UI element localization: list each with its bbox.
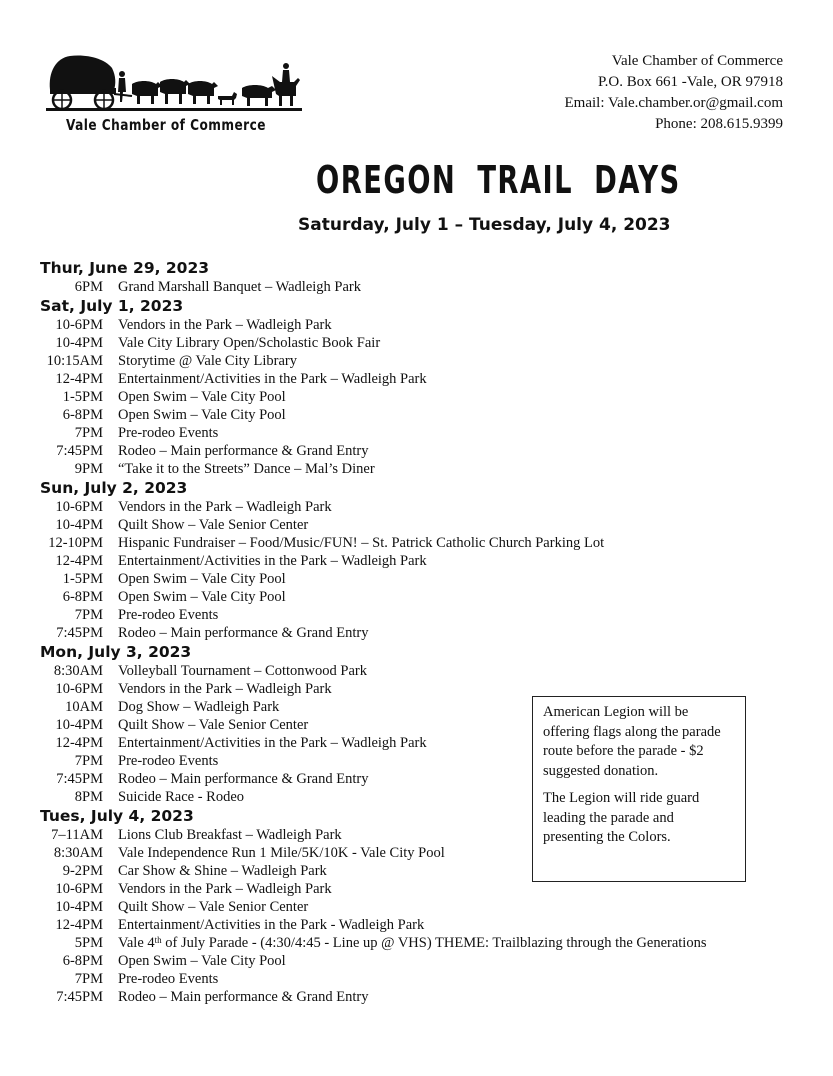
- contact-address: P.O. Box 661 -Vale, OR 97918: [597, 74, 783, 90]
- event-description: Vale Independence Run 1 Mile/5K/10K - Vale City Pool: [118, 845, 445, 861]
- event-description: Storytime @ Vale City Library: [118, 353, 298, 369]
- event-time: 8:30AM: [53, 845, 103, 861]
- american-legion-notice: [532, 696, 746, 882]
- event-description: Vale City Library Open/Scholastic Book Fair: [118, 335, 381, 351]
- event-description: Entertainment/Activities in the Park – Wadleigh Park: [118, 371, 427, 387]
- event-row: [40, 352, 780, 370]
- event-description-part: of July Parade - (4:30/4:45 - Line up @ VHS) THEME: Trailblazing through the Generations: [161, 935, 707, 951]
- event-row: [40, 606, 780, 624]
- day-heading: Thur, June 29, 2023: [40, 259, 210, 277]
- event-row: [40, 970, 780, 988]
- event-time: 10:15AM: [46, 353, 103, 369]
- day-heading: Sun, July 2, 2023: [40, 479, 188, 497]
- contact-block: [565, 51, 783, 135]
- event-time: 12-10PM: [48, 535, 103, 551]
- event-description: Open Swim – Vale City Pool: [118, 571, 286, 587]
- event-row: [40, 916, 780, 934]
- event-description: Rodeo – Main performance & Grand Entry: [118, 625, 369, 641]
- event-row: [40, 880, 780, 898]
- event-description-part: Vale 4: [118, 935, 155, 951]
- event-time: 1-5PM: [62, 571, 103, 587]
- event-description: Quilt Show – Vale Senior Center: [118, 899, 309, 915]
- event-description: Pre-rodeo Events: [118, 971, 219, 987]
- notice-paragraph: American Legion will be offering flags along the parade route before the parade - $2 suggested donation.: [543, 704, 721, 779]
- event-time: 8PM: [74, 789, 103, 805]
- event-row: [40, 934, 780, 952]
- event-row: [40, 498, 780, 516]
- event-description: Rodeo – Main performance & Grand Entry: [118, 989, 369, 1005]
- event-description: Entertainment/Activities in the Park – Wadleigh Park: [118, 735, 427, 751]
- day-heading: Sat, July 1, 2023: [40, 297, 184, 315]
- event-time: 6-8PM: [62, 589, 103, 605]
- event-time: 10-6PM: [55, 499, 103, 515]
- event-time: 6-8PM: [62, 953, 103, 969]
- event-description: Open Swim – Vale City Pool: [118, 953, 286, 969]
- event-description: Rodeo – Main performance & Grand Entry: [118, 771, 369, 787]
- event-description: Open Swim – Vale City Pool: [118, 389, 286, 405]
- chamber-logo: [46, 52, 302, 136]
- event-description: Pre-rodeo Events: [118, 753, 219, 769]
- event-row: [40, 516, 780, 534]
- event-row: [40, 570, 780, 588]
- logo-text: Vale Chamber of Commerce: [66, 116, 266, 134]
- event-time: 7:45PM: [56, 625, 103, 641]
- event-description: Quilt Show – Vale Senior Center: [118, 717, 309, 733]
- contact-phone: Phone: 208.615.9399: [655, 116, 783, 132]
- notice-paragraph: The Legion will ride guard leading the parade and presenting the Colors.: [543, 790, 700, 845]
- event-time: 10-4PM: [55, 899, 103, 915]
- event-description: Hispanic Fundraiser – Food/Music/FUN! – St. Patrick Catholic Church Parking Lot: [118, 535, 605, 551]
- event-row: [40, 316, 780, 334]
- event-description: Lions Club Breakfast – Wadleigh Park: [118, 827, 342, 843]
- event-row: [40, 552, 780, 570]
- event-time: 10-4PM: [55, 517, 103, 533]
- event-time: 12-4PM: [55, 735, 103, 751]
- event-row: [40, 370, 780, 388]
- event-row: [40, 534, 780, 552]
- event-description: Open Swim – Vale City Pool: [118, 407, 286, 423]
- event-date-range: Saturday, July 1 – Tuesday, July 4, 2023: [298, 215, 671, 235]
- event-description: Pre-rodeo Events: [118, 425, 219, 441]
- event-time: 10-6PM: [55, 881, 103, 897]
- contact-organization: Vale Chamber of Commerce: [611, 53, 783, 69]
- event-description: Car Show & Shine – Wadleigh Park: [118, 863, 327, 879]
- event-row: [40, 388, 780, 406]
- event-time: 7PM: [74, 753, 103, 769]
- page-title: OREGON TRAIL DAYS: [316, 158, 681, 202]
- event-description: Vendors in the Park – Wadleigh Park: [118, 881, 332, 897]
- event-time: 7PM: [74, 607, 103, 623]
- event-row: [40, 988, 780, 1006]
- event-description: Rodeo – Main performance & Grand Entry: [118, 443, 369, 459]
- event-row: [40, 406, 780, 424]
- event-time: 9-2PM: [62, 863, 103, 879]
- event-row: [40, 424, 780, 442]
- event-description: “Take it to the Streets” Dance – Mal’s Diner: [118, 461, 375, 477]
- event-description: Entertainment/Activities in the Park – Wadleigh Park: [118, 553, 427, 569]
- event-description: Vendors in the Park – Wadleigh Park: [118, 681, 332, 697]
- event-time: 7PM: [74, 425, 103, 441]
- day-heading: Tues, July 4, 2023: [40, 807, 194, 825]
- event-row: [40, 278, 780, 296]
- event-time: 12-4PM: [55, 917, 103, 933]
- event-row: [40, 624, 780, 642]
- event-time: 12-4PM: [55, 371, 103, 387]
- event-description: Entertainment/Activities in the Park - Wadleigh Park: [118, 917, 425, 933]
- event-time: 6-8PM: [62, 407, 103, 423]
- event-time: 9PM: [74, 461, 103, 477]
- event-description: Grand Marshall Banquet – Wadleigh Park: [118, 279, 361, 295]
- event-row: [40, 588, 780, 606]
- event-description: Vendors in the Park – Wadleigh Park: [118, 317, 332, 333]
- event-description: Quilt Show – Vale Senior Center: [118, 517, 309, 533]
- event-time: 10-4PM: [55, 335, 103, 351]
- event-row: [40, 442, 780, 460]
- schedule: [40, 258, 780, 1006]
- event-description: Pre-rodeo Events: [118, 607, 219, 623]
- day-heading: Mon, July 3, 2023: [40, 643, 192, 661]
- event-description: Volleyball Tournament – Cottonwood Park: [118, 663, 367, 679]
- event-time: 12-4PM: [55, 553, 103, 569]
- event-description: Vendors in the Park – Wadleigh Park: [118, 499, 332, 515]
- event-time: 6PM: [74, 279, 103, 295]
- event-time: 7:45PM: [56, 443, 103, 459]
- event-time: 8:30AM: [53, 663, 103, 679]
- event-time: 7:45PM: [56, 989, 103, 1005]
- event-row: [40, 952, 780, 970]
- contact-email: Email: Vale.chamber.or@gmail.com: [564, 95, 783, 111]
- wagon-train-silhouette-icon: [46, 52, 302, 112]
- event-time: 1-5PM: [62, 389, 103, 405]
- event-time: 7:45PM: [56, 771, 103, 787]
- event-time: 10-4PM: [55, 717, 103, 733]
- event-description: Open Swim – Vale City Pool: [118, 589, 286, 605]
- event-row: [40, 460, 780, 478]
- event-description: [118, 934, 706, 952]
- event-row: [40, 898, 780, 916]
- event-description-superscript: th: [154, 935, 162, 945]
- event-time: 10AM: [65, 699, 103, 715]
- event-time: 10-6PM: [55, 681, 103, 697]
- event-time: 7–11AM: [51, 827, 103, 843]
- event-description: Suicide Race - Rodeo: [118, 789, 245, 805]
- event-time: 7PM: [74, 971, 103, 987]
- event-description: Dog Show – Wadleigh Park: [118, 699, 280, 715]
- event-time: 10-6PM: [55, 317, 103, 333]
- event-time: 5PM: [74, 935, 103, 951]
- event-row: [40, 334, 780, 352]
- event-row: [40, 662, 780, 680]
